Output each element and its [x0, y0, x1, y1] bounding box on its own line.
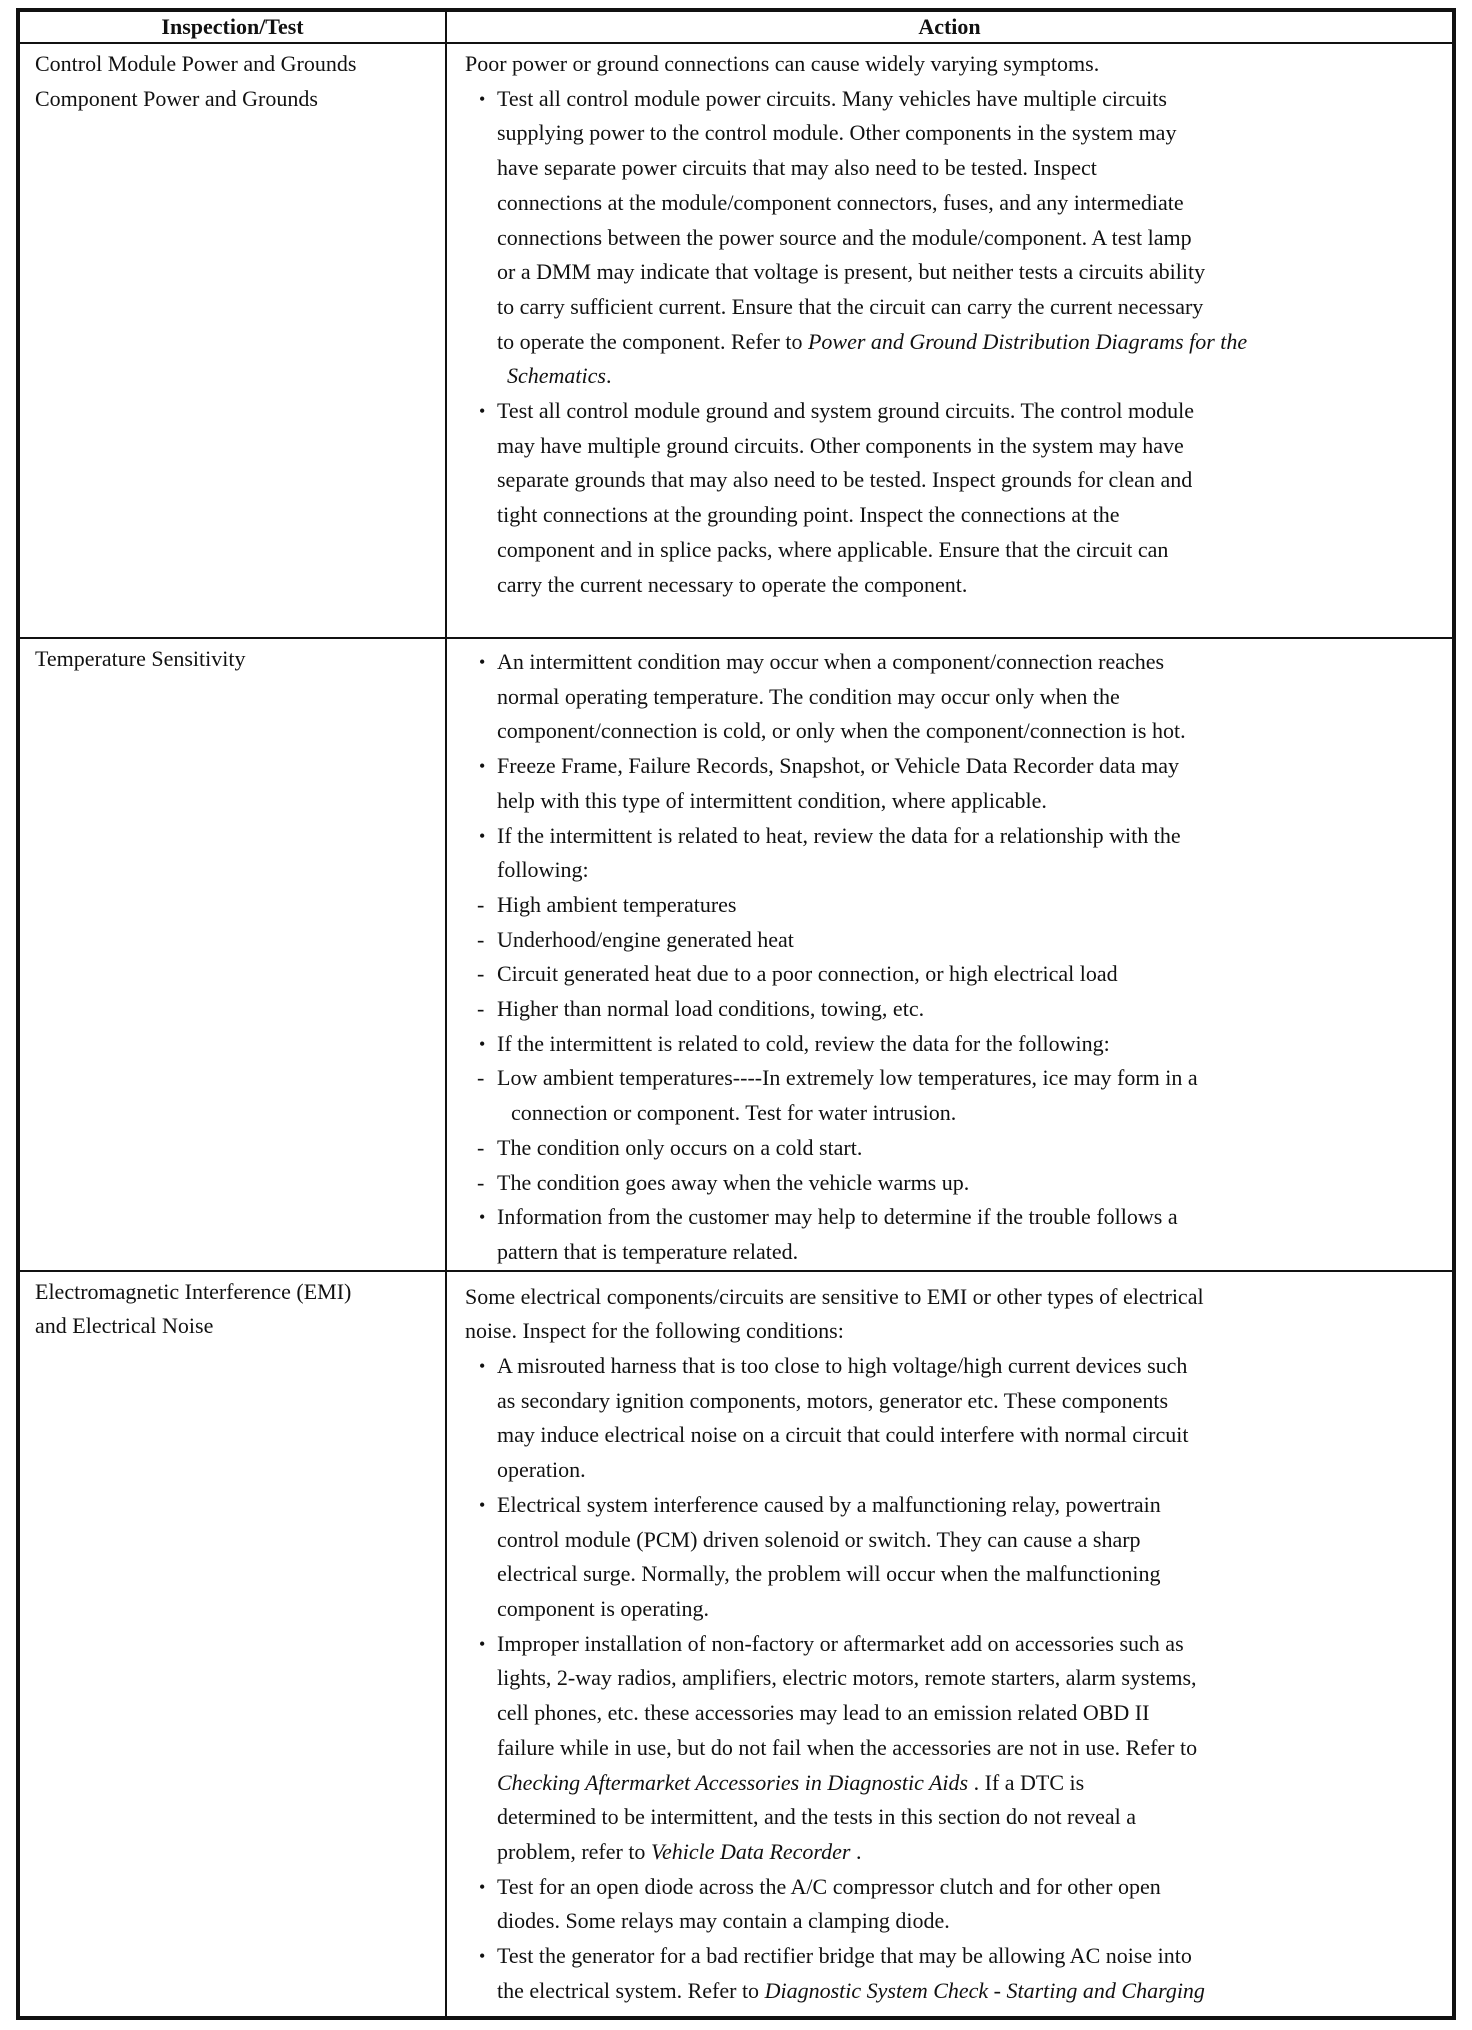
bullet-text: . If a DTC is	[968, 1769, 1085, 1795]
bullet-line: may induce electrical noise on a circuit that could interfere with normal circuit	[497, 1422, 1189, 1448]
bullet-icon: •	[479, 1356, 486, 1377]
dash-icon: -	[477, 996, 485, 1022]
bullet-line: carry the current necessary to operate the component.	[497, 571, 968, 597]
dash-icon: -	[477, 891, 485, 917]
column-header-action: Action	[446, 10, 1454, 43]
inspection-label: Electromagnetic Interference (EMI)	[35, 1278, 352, 1304]
bullet-line: Test for an open diode across the A/C compressor clutch and for other open	[497, 1873, 1161, 1899]
bullet-item	[465, 394, 1452, 602]
reference-link[interactable]: Vehicle Data Recorder	[650, 1838, 851, 1864]
bullet-line: Electrical system interference caused by a malfunctioning relay, powertrain	[497, 1491, 1161, 1517]
dash-item	[465, 923, 1452, 958]
bullet-line: lights, 2-way radios, amplifiers, electric motors, remote starters, alarm systems,	[497, 1665, 1197, 1691]
action-cell	[446, 638, 1454, 1271]
bullet-line: Information from the customer may help to determine if the trouble follows a	[497, 1204, 1178, 1230]
column-header-inspection: Inspection/Test	[18, 10, 446, 43]
bullet-line: diodes. Some relays may contain a clamping diode.	[497, 1908, 950, 1934]
bullet-item	[465, 645, 1452, 749]
bullet-text: .	[850, 1838, 862, 1864]
bullet-line: separate grounds that may also need to be tested. Inspect grounds for clean and	[497, 467, 1193, 493]
bullet-line: or a DMM may indicate that voltage is present, but neither tests a circuits ability	[497, 259, 1206, 285]
dash-icon: -	[477, 926, 485, 952]
inspection-cell	[18, 43, 446, 638]
table-row	[18, 1271, 1454, 2018]
bullet-line: may have multiple ground circuits. Other components in the system may have	[497, 432, 1184, 458]
dash-line: High ambient temperatures	[497, 891, 737, 917]
dash-icon: -	[477, 961, 485, 987]
inspection-label: Control Module Power and Grounds	[35, 51, 357, 76]
bullet-line: have separate power circuits that may also need to be tested. Inspect	[497, 155, 1097, 181]
bullet-line: help with this type of intermittent condition, where applicable.	[497, 787, 1047, 813]
bullet-line	[497, 325, 1452, 360]
bullet-icon: •	[479, 88, 486, 109]
bullet-icon: •	[479, 1033, 486, 1054]
dash-line: The condition goes away when the vehicle warms up.	[497, 1169, 970, 1195]
dash-icon: -	[477, 1134, 485, 1160]
bullet-item	[465, 82, 1452, 394]
bullet-line: following:	[497, 857, 589, 883]
reference-link[interactable]: Checking Aftermarket Accessories in Diagnostic Aids	[497, 1769, 969, 1795]
dash-item	[465, 992, 1452, 1027]
bullet-line: failure while in use, but do not fail when the accessories are not in use. Refer to	[497, 1734, 1198, 1760]
bullet-line: supplying power to the control module. Other components in the system may	[497, 120, 1177, 146]
bullet-item	[465, 1027, 1452, 1062]
bullet-icon: •	[479, 1207, 486, 1228]
bullet-line: An intermittent condition may occur when a component/connection reaches	[497, 649, 1165, 674]
bullet-icon: •	[479, 401, 486, 422]
reference-link[interactable]: Power and Ground Distribution Diagrams for the	[807, 328, 1248, 354]
bullet-line: component and in splice packs, where applicable. Ensure that the circuit can	[497, 536, 1169, 562]
action-cell	[446, 43, 1454, 638]
inspection-table	[16, 8, 1456, 2020]
bullet-line: If the intermittent is related to cold, review the data for the following:	[497, 1030, 1110, 1056]
dash-item	[465, 957, 1452, 992]
bullet-line: operation.	[497, 1457, 586, 1483]
dash-item	[465, 1131, 1452, 1166]
bullet-item	[465, 819, 1452, 888]
dash-item	[465, 888, 1452, 923]
bullet-line: If the intermittent is related to heat, review the data for a relationship with the	[497, 822, 1181, 848]
bullet-line	[497, 359, 1452, 394]
bullet-line: Improper installation of non-factory or aftermarket add on accessories such as	[497, 1630, 1184, 1656]
bullet-line: Freeze Frame, Failure Records, Snapshot, or Vehicle Data Recorder data may	[497, 753, 1179, 779]
bullet-item	[465, 1627, 1452, 1870]
dash-item	[465, 1061, 1452, 1130]
bullet-line	[497, 1974, 1452, 2009]
bullet-item	[465, 749, 1452, 818]
bullet-line: tight connections at the grounding point. Inspect the connections at the	[497, 502, 1120, 528]
bullet-line: Test all control module power circuits. Many vehicles have multiple circuits	[497, 85, 1167, 111]
bullet-line: determined to be intermittent, and the tests in this section do not reveal a	[497, 1804, 1137, 1830]
bullet-text: .	[605, 363, 612, 389]
bullet-text: to operate the component. Refer to	[497, 328, 808, 354]
dash-line: connection or component. Test for water intrusion.	[511, 1100, 957, 1126]
bullet-line: as secondary ignition components, motors, generator etc. These components	[497, 1387, 1169, 1413]
action-cell	[446, 1271, 1454, 2018]
bullet-line: normal operating temperature. The condition may occur only when the	[497, 683, 1120, 709]
header-row	[18, 10, 1454, 43]
dash-line: Circuit generated heat due to a poor connection, or high electrical load	[497, 961, 1118, 987]
action-intro: Poor power or ground connections can cause widely varying symptoms.	[465, 51, 1100, 76]
bullet-text: problem, refer to	[497, 1838, 651, 1864]
bullet-line	[497, 1766, 1452, 1801]
bullet-line: control module (PCM) driven solenoid or switch. They can cause a sharp	[497, 1526, 1141, 1552]
bullet-icon: •	[479, 1946, 486, 1967]
bullet-item	[465, 1939, 1452, 2008]
bullet-line: connections at the module/component connectors, fuses, and any intermediate	[497, 189, 1184, 215]
bullet-item	[465, 1870, 1452, 1939]
bullet-line: to carry sufficient current. Ensure that the circuit can carry the current necessary	[497, 293, 1204, 319]
bullet-line	[497, 1835, 1452, 1870]
inspection-cell	[18, 638, 446, 1271]
bullet-icon: •	[479, 652, 486, 672]
dash-line: The condition only occurs on a cold start.	[497, 1134, 863, 1160]
table-row	[18, 638, 1454, 1271]
bullet-line: component is operating.	[497, 1595, 710, 1621]
dash-line: Higher than normal load conditions, towing, etc.	[497, 996, 925, 1022]
bullet-icon: •	[479, 1633, 486, 1654]
action-intro: noise. Inspect for the following conditions:	[465, 1318, 844, 1344]
bullet-text: the electrical system. Refer to	[497, 1977, 765, 2003]
bullet-item	[465, 1488, 1452, 1627]
bullet-line: connections between the power source and the module/component. A test lamp	[497, 224, 1192, 250]
table-row	[18, 43, 1454, 638]
bullet-item	[465, 1349, 1452, 1488]
reference-link[interactable]: Diagnostic System Check - Starting and Charging	[764, 1977, 1205, 2003]
inspection-cell	[18, 1271, 446, 2018]
bullet-icon: •	[479, 825, 486, 846]
bullet-icon: •	[479, 1494, 486, 1515]
bullet-item	[465, 1200, 1452, 1269]
dash-line: Low ambient temperatures----In extremely low temperatures, ice may form in a	[497, 1065, 1198, 1091]
dash-item	[465, 1166, 1452, 1201]
action-intro: Some electrical components/circuits are sensitive to EMI or other types of electrical	[465, 1283, 1204, 1309]
bullet-line: A misrouted harness that is too close to high voltage/high current devices such	[497, 1353, 1188, 1379]
inspection-label: and Electrical Noise	[35, 1313, 214, 1339]
bullet-line: Test all control module ground and system ground circuits. The control module	[497, 398, 1195, 424]
bullet-line: component/connection is cold, or only when the component/connection is hot.	[497, 718, 1186, 744]
bullet-line: electrical surge. Normally, the problem will occur when the malfunctioning	[497, 1561, 1161, 1587]
bullet-icon: •	[479, 756, 486, 777]
bullet-line: pattern that is temperature related.	[497, 1238, 799, 1264]
inspection-label: Temperature Sensitivity	[35, 646, 246, 671]
bullet-line: cell phones, etc. these accessories may lead to an emission related OBD II	[497, 1700, 1150, 1726]
inspection-label: Component Power and Grounds	[35, 85, 318, 111]
reference-link[interactable]: Schematics	[507, 363, 606, 389]
dash-icon: -	[477, 1065, 485, 1091]
dash-icon: -	[477, 1169, 485, 1195]
dash-line: Underhood/engine generated heat	[497, 926, 794, 952]
bullet-icon: •	[479, 1876, 486, 1897]
bullet-line: Test the generator for a bad rectifier bridge that may be allowing AC noise into	[497, 1943, 1192, 1969]
